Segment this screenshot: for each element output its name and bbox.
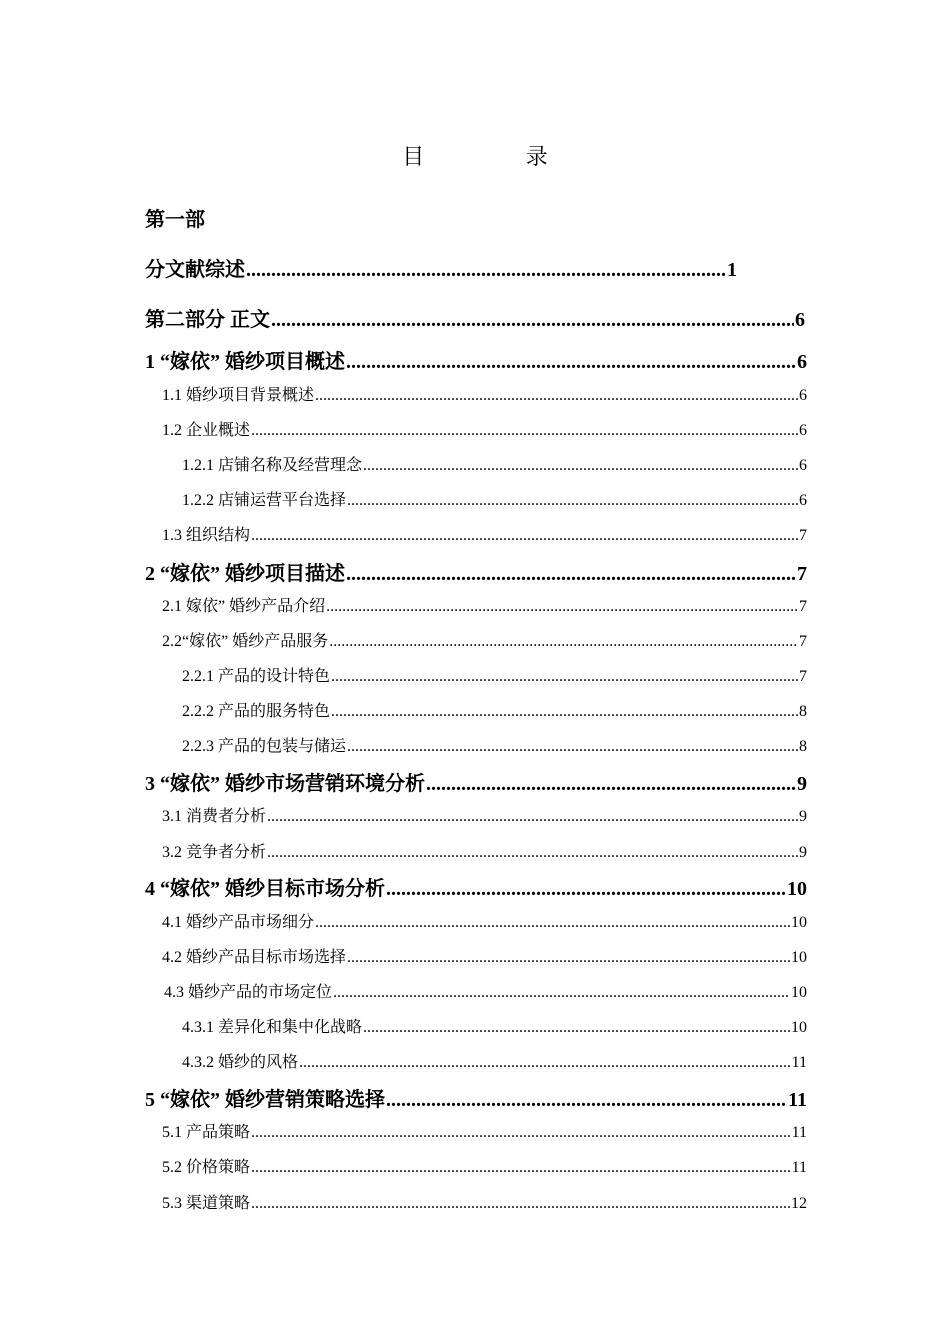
toc-entry-label: 4.1 婚纱产品市场细分 (162, 914, 315, 931)
toc-entry[interactable] (145, 872, 807, 901)
toc-leader (271, 309, 794, 332)
toc-leader (347, 492, 798, 510)
toc-entry-label: 1.3 组织结构 (162, 527, 251, 544)
toc-entry[interactable] (162, 944, 807, 967)
toc-entry-page: 11 (791, 1124, 807, 1141)
toc-entry-page: 7 (799, 668, 807, 685)
toc-leader (299, 1054, 791, 1072)
toc-entry[interactable] (182, 1049, 807, 1072)
toc-title: 目 录 (402, 144, 596, 169)
toc-entry-page: 6 (795, 309, 805, 331)
toc-entry[interactable] (145, 253, 737, 282)
toc-entry-page: 6 (799, 422, 807, 439)
toc-entry[interactable] (162, 593, 807, 616)
toc-entry-label: 1.2 企业概述 (162, 422, 251, 439)
toc-entry-page: 6 (799, 387, 807, 404)
toc-entry-page: 9 (797, 773, 807, 795)
toc-entry-page: 7 (799, 527, 807, 544)
toc-entry-label: 4.2 婚纱产品目标市场选择 (162, 949, 347, 966)
toc-entry[interactable] (162, 522, 807, 545)
toc-entry-page: 9 (799, 808, 807, 825)
toc-entry-label: 5.2 价格策略 (162, 1159, 251, 1176)
toc-entry-page: 1 (727, 259, 737, 281)
toc-entry-page: 11 (791, 1159, 807, 1176)
toc-leader (363, 1019, 790, 1037)
toc-entry-page: 11 (791, 1054, 807, 1071)
toc-leader (267, 844, 798, 862)
toc-entry-label: 1 “嫁依” 婚纱项目概述 (145, 351, 345, 373)
toc-entry-label: 5.3 渠道策略 (162, 1195, 251, 1212)
toc-entry[interactable] (182, 663, 807, 686)
toc-leader (386, 878, 786, 901)
toc-entry[interactable] (182, 733, 807, 756)
toc-entry[interactable] (182, 452, 807, 475)
toc-entry-page: 8 (799, 703, 807, 720)
toc-leader (347, 949, 790, 967)
toc-entry[interactable] (162, 803, 807, 826)
toc-entry-label: 4.3.2 婚纱的风格 (182, 1054, 299, 1071)
toc-entry-page: 11 (788, 1089, 807, 1111)
toc-entry-label: 2.2.3 产品的包装与储运 (182, 738, 347, 755)
toc-entry-label: 5.1 产品策略 (162, 1124, 251, 1141)
toc-leader (331, 668, 798, 686)
toc-entry[interactable] (162, 1190, 807, 1213)
toc-entry-label: 3 “嫁依” 婚纱市场营销环境分析 (145, 773, 425, 795)
toc-leader (326, 598, 798, 616)
toc-leader (346, 351, 796, 374)
toc-entry-label: 3.1 消费者分析 (162, 808, 267, 825)
toc-leader (251, 1195, 790, 1213)
toc-leader (386, 1089, 787, 1112)
toc-entry-page: 6 (799, 492, 807, 509)
toc-entry[interactable] (162, 382, 807, 405)
toc-entry-label: 1.2.1 店铺名称及经营理念 (182, 457, 363, 474)
toc-entry-page: 12 (791, 1195, 807, 1212)
toc-entry-page: 8 (799, 738, 807, 755)
toc-entry[interactable] (162, 417, 807, 440)
toc-leader (251, 1159, 791, 1177)
toc-leader (246, 259, 726, 282)
toc-entry-label: 5 “嫁依” 婚纱营销策略选择 (145, 1089, 385, 1111)
toc-leader (315, 387, 798, 405)
toc-entry-page: 6 (799, 457, 807, 474)
toc-entry-label: 1.2.2 店铺运营平台选择 (182, 492, 347, 509)
toc-entry-label: 2.2.1 产品的设计特色 (182, 668, 331, 685)
toc-leader (426, 773, 796, 796)
toc-entry-page: 10 (791, 984, 807, 1001)
toc-entry-label: 2.2“嫁依” 婚纱产品服务 (162, 633, 329, 650)
toc-entry-page: 10 (791, 914, 807, 931)
toc-entry-page: 7 (799, 633, 807, 650)
toc-leader (251, 527, 798, 545)
toc-entry[interactable] (145, 345, 807, 374)
toc-leader (363, 457, 798, 475)
toc-entry-label: 分文献综述 (145, 259, 245, 281)
toc-entry-label: 4.3.1 差异化和集中化战略 (182, 1019, 363, 1036)
toc-entry-page: 7 (799, 598, 807, 615)
toc-leader (315, 914, 790, 932)
toc-entry[interactable] (145, 1083, 807, 1112)
toc-entry[interactable] (162, 1119, 807, 1142)
toc-entry-page: 9 (799, 844, 807, 861)
toc-leader (346, 563, 796, 586)
toc-entry[interactable] (162, 628, 807, 651)
toc-entry[interactable] (145, 767, 807, 796)
toc-entry-label: 4 “嫁依” 婚纱目标市场分析 (145, 878, 385, 900)
part-one-heading: 第一部 (145, 209, 205, 231)
toc-entry[interactable] (162, 1154, 807, 1177)
toc-entry-label: 2.2.2 产品的服务特色 (182, 703, 331, 720)
toc-leader (331, 703, 798, 721)
toc-entry-label: 2 “嫁依” 婚纱项目描述 (145, 563, 345, 585)
toc-entry-page: 10 (787, 878, 807, 900)
toc-entry[interactable] (162, 909, 807, 932)
toc-entry-label: 2.1 嫁依” 婚纱产品介绍 (162, 598, 326, 615)
toc-entry-page: 6 (797, 351, 807, 373)
toc-leader (267, 808, 798, 826)
toc-leader (347, 738, 798, 756)
toc-entry-label: 3.2 竞争者分析 (162, 844, 267, 861)
toc-entry-label: 第二部分 正文 (145, 309, 270, 331)
toc-entry[interactable] (182, 1014, 807, 1037)
toc-leader (251, 422, 798, 440)
toc-entry-page: 10 (791, 949, 807, 966)
toc-entry[interactable] (145, 303, 805, 332)
toc-entry-page: 7 (797, 563, 807, 585)
toc-entry-label: 1.1 婚纱项目背景概述 (162, 387, 315, 404)
toc-entry[interactable] (182, 698, 807, 721)
toc-entry[interactable] (164, 979, 807, 1002)
toc-leader (333, 984, 790, 1002)
toc-entry[interactable] (162, 839, 807, 862)
toc-entry-label: 4.3 婚纱产品的市场定位 (164, 984, 333, 1001)
toc-entry[interactable] (182, 487, 807, 510)
toc-entry[interactable] (145, 557, 807, 586)
toc-leader (329, 633, 798, 651)
toc-entry-page: 10 (791, 1019, 807, 1036)
toc-leader (251, 1124, 791, 1142)
